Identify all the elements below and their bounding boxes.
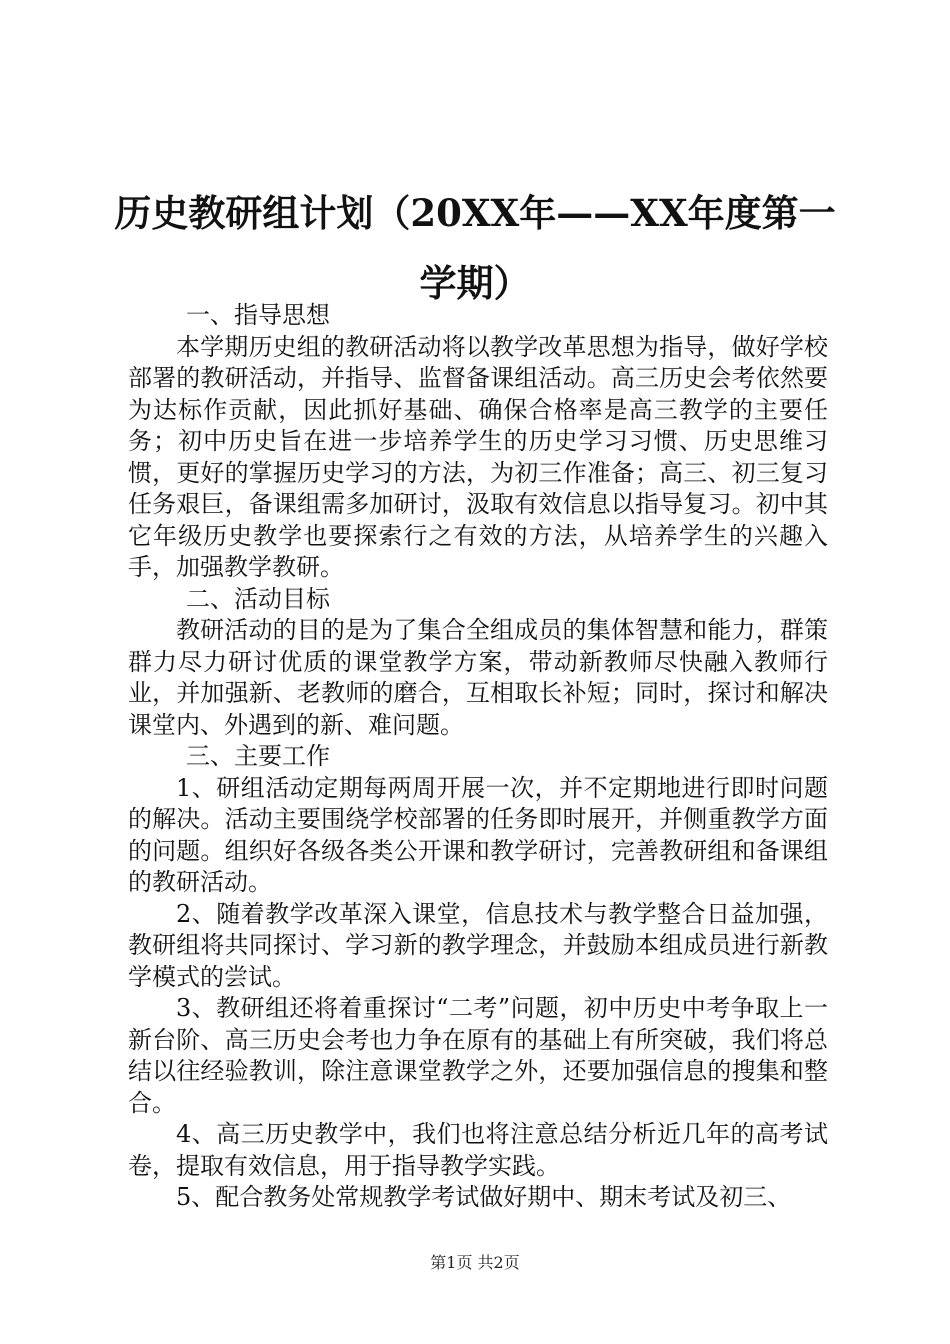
paragraph-work-item-2: 2、随着教学改革深入课堂，信息技术与教学整合日益加强，教研组将共同探讨、学习新的教学理念，并鼓励本组成员进行新教学模式的尝试。 [128, 899, 828, 991]
paragraph-work-item-4: 4、高三历史教学中，我们也将注意总结分析近几年的高考试卷，提取有效信息，用于指导教学实践。 [128, 1120, 828, 1180]
paragraph-guiding-ideology: 本学期历史组的教研活动将以教学改革思想为指导，做好学校部署的教研活动，并指导、监督备课组活动。高三历史会考依然要为达标作贡献，因此抓好基础、确保合格率是高三教学的主要任务；初中历史旨在进一步培养学生的历史学习习惯、历史思维习惯，更好的掌握历史学习的方法，为初三作准备；高三、初三复习任务艰巨，备课组需多加研讨，汲取有效信息以指导复习。初中其它年级历史教学也要探索行之有效的方法，从培养学生的兴趣入手，加强教学教研。 [128, 332, 828, 581]
page-number-footer: 第1页 共2页 [430, 1253, 520, 1272]
section-heading-main-work: 三、主要工作 [186, 742, 330, 770]
section-heading-activity-goals: 二、活动目标 [186, 584, 330, 613]
section-heading-guiding-ideology: 一、指导思想 [186, 301, 330, 329]
document-body [128, 300, 828, 1214]
paragraph-work-item-5: 5、配合教务处常规教学考试做好期中、期末考试及初三、 [176, 1183, 792, 1211]
paragraph-work-item-3: 3、教研组还将着重探讨“二考”问题，初中历史中考争取上一新台阶、高三历史会考也力争在原有的基础上有所突破，我们将总结以往经验教训，除注意课堂教学之外，还要加强信息的搜集和整合。 [128, 994, 828, 1117]
paragraph-work-item-1: 1、研组活动定期每两周开展一次，并不定期地进行即时问题的解决。活动主要围绕学校部署的任务即时展开，并侧重教学方面的问题。组织好各级各类公开课和教学研讨，完善教研组和备课组的教研活动。 [128, 773, 828, 896]
paragraph-activity-goals: 教研活动的目的是为了集合全组成员的集体智慧和能力，群策群力尽力研讨优质的课堂教学方案，带动新教师尽快融入教师行业，并加强新、老教师的磨合，互相取长补短；同时，探讨和解决课堂内、外遇到的新、难问题。 [128, 616, 828, 739]
document-title: 历史教研组计划（20XX年——XX年度第一学期） [114, 191, 836, 305]
